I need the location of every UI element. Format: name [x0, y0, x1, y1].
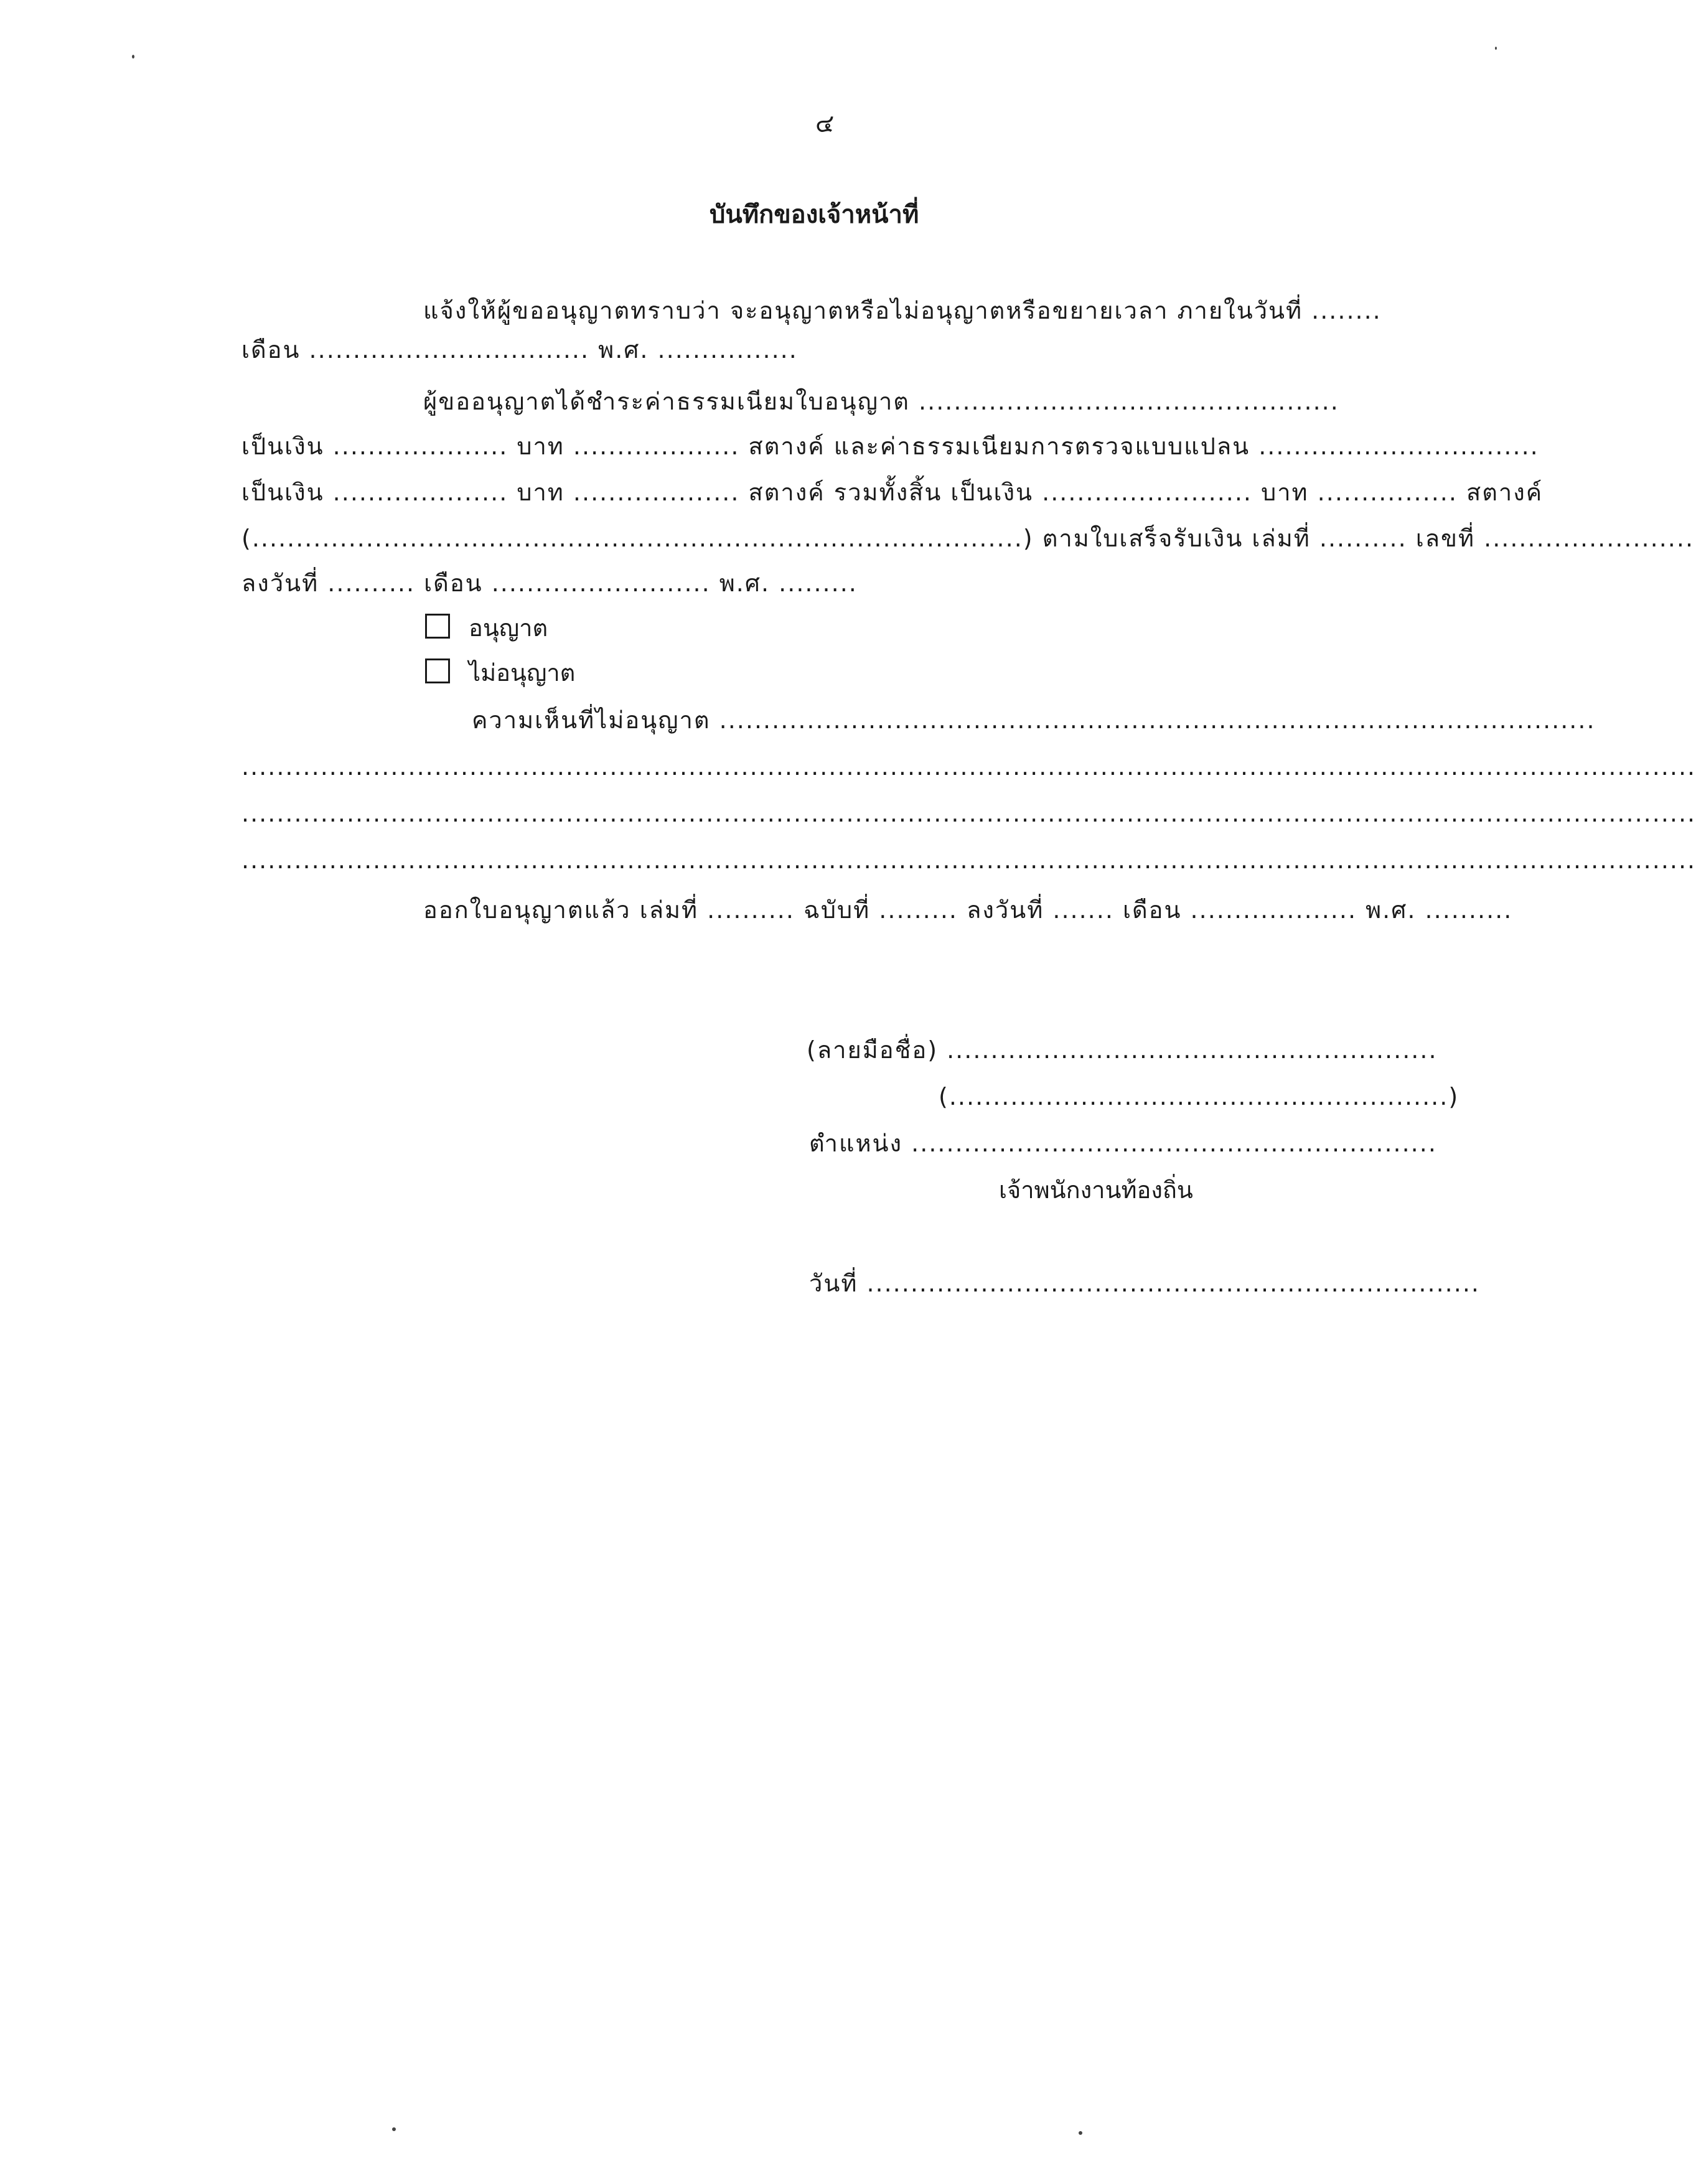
signature-line: (ลายมือชื่อ) ........................................................: [807, 1036, 1438, 1064]
scan-speck: [1495, 47, 1497, 50]
deny-checkbox[interactable]: [425, 658, 450, 683]
deny-opinion-line-4: ......................................................................................................................................................................: [241, 846, 1696, 874]
deny-option[interactable]: [425, 656, 624, 691]
scan-speck: [392, 2127, 396, 2131]
fee-line-5: ลงวันที่ .......... เดือน ......................... พ.ศ. .........: [241, 569, 858, 597]
page-number: ๔: [815, 110, 835, 138]
deny-label: ไม่อนุญาต: [469, 659, 576, 687]
permit-issued-line: ออกใบอนุญาตแล้ว เล่มที่ .......... ฉบับที่ ......... ลงวันที่ ....... เดือน ................... พ.ศ. ..........: [423, 896, 1513, 924]
position-line: ตำแหน่ง ............................................................: [809, 1130, 1437, 1157]
date-line: วันที่ ......................................................................: [809, 1270, 1480, 1297]
fee-line-3: เป็นเงิน .................... บาท ................... สตางค์ รวมทั้งสิ้น เป็นเงิน ........................ บาท ................ สตางค์: [241, 479, 1544, 506]
signature-name-line: (.........................................................): [939, 1083, 1459, 1110]
fee-line-2: เป็นเงิน .................... บาท ................... สตางค์ และค่าธรรมเนียมการตรวจแบบแปลน ................................: [241, 433, 1539, 460]
fee-line-1: ผู้ขออนุญาตได้ชำระค่าธรรมเนียมใบอนุญาต ................................................: [423, 388, 1339, 415]
official-title: เจ้าพนักงานท้องถิ่น: [999, 1176, 1193, 1204]
deny-opinion-line-2: ......................................................................................................................................................................: [241, 753, 1696, 780]
approve-checkbox[interactable]: [425, 614, 450, 639]
approve-option[interactable]: [425, 611, 624, 646]
scan-speck: [1079, 2131, 1082, 2135]
fee-line-4: (........................................................................................) ตามใบเสร็จรับเงิน เล่มที่ .......... เลขที่ ........................: [241, 525, 1695, 552]
notice-line-1: แจ้งให้ผู้ขออนุญาตทราบว่า จะอนุญาตหรือไม่อนุญาตหรือขยายเวลา ภายในวันที่ ........: [423, 297, 1382, 324]
scan-speck: [132, 55, 134, 59]
deny-opinion-line-3: ......................................................................................................................................................................: [241, 800, 1696, 827]
deny-opinion-label: ความเห็นที่ไม่อนุญาต ....................................................................................................: [472, 706, 1596, 734]
document-title: บันทึกของเจ้าหน้าที่: [710, 200, 919, 229]
notice-line-2: เดือน ................................ พ.ศ. ................: [241, 336, 798, 363]
approve-label: อนุญาต: [469, 614, 548, 642]
